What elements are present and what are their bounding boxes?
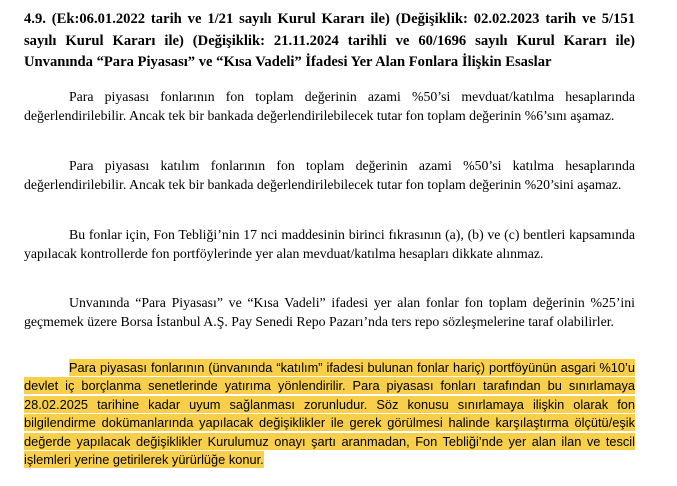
paragraph-article-17-controls: Bu fonlar için, Fon Tebliği’nin 17 nci maddesinin birinci fıkrasının (a), (b) ve (c) bentleri kapsamında yapılacak kontrollerde fon portföylerinde yer alan mevduat/katılma hesapları dikkate alınmaz. <box>24 227 635 261</box>
paragraph-reverse-repo-limit: Unvanında “Para Piyasası” ve “Kısa Vadeli” ifadesi yer alan fonlar fon toplam değerinin %25’ini geçmemek üzere Borsa İstanbul A.Ş. Pay Senedi Repo Pazarı’nda ters repo sözleşmelerine taraf olabilirler. <box>24 295 635 329</box>
paragraph-government-bond-requirement <box>24 359 635 469</box>
section-heading: 4.9. (Ek:06.01.2022 tarih ve 1/21 sayılı Kurul Kararı ile) (Değişiklik: 02.02.2023 tarih ve 5/151 sayılı Kurul Kararı ile) (Değişiklik: 21.11.2024 tarihli ve 60/1696 sayılı Kurul Kararı ile) Unvanında “Para Piyasası” ve “Kısa Vadeli” İfadesi Yer Alan Fonlara İlişkin Esaslar <box>24 11 635 70</box>
paragraph-participation-fund-limit: Para piyasası katılım fonlarının fon toplam değerinin azami %50’si katılma hesaplarında değerlendirilebilir. Ancak tek bir bankada değerlendirilebilecek tutar fon toplam değerinin %20’sini aşamaz. <box>24 158 635 192</box>
paragraph-money-market-deposit-limit: Para piyasası fonlarının fon toplam değerinin azami %50’si mevduat/katılma hesaplarında değerlendirilebilir. Ancak tek bir bankada değerlendirilebilecek tutar fon toplam değerinin %6’sını aşamaz. <box>24 89 635 123</box>
highlighted-text: Para piyasası fonlarının (ünvanında “katılım” ifadesi bulunan fonlar hariç) portföyünün asgari %10’u devlet iç borçlanma senetlerinde yatırıma yönlendirilir. Para piyasası fonları tarafından bu sınırlamaya 28.02.2025 tarihine kadar uyum sağlanması zorunludur. Söz konusu sınırlamaya ilişkin olarak fon bilgilendirme dokümanlarında yapılacak değişiklikler ile gerek görülmesi halinde karşılaştırma ölçütü/eşik değerde yapılacak değişiklikler Kurulumuz onayı şartı aranmadan, Fon Tebliği’nde yer alan ilan ve tescil işlemleri yerine getirilerek yürürlüğe konur. <box>24 360 635 468</box>
